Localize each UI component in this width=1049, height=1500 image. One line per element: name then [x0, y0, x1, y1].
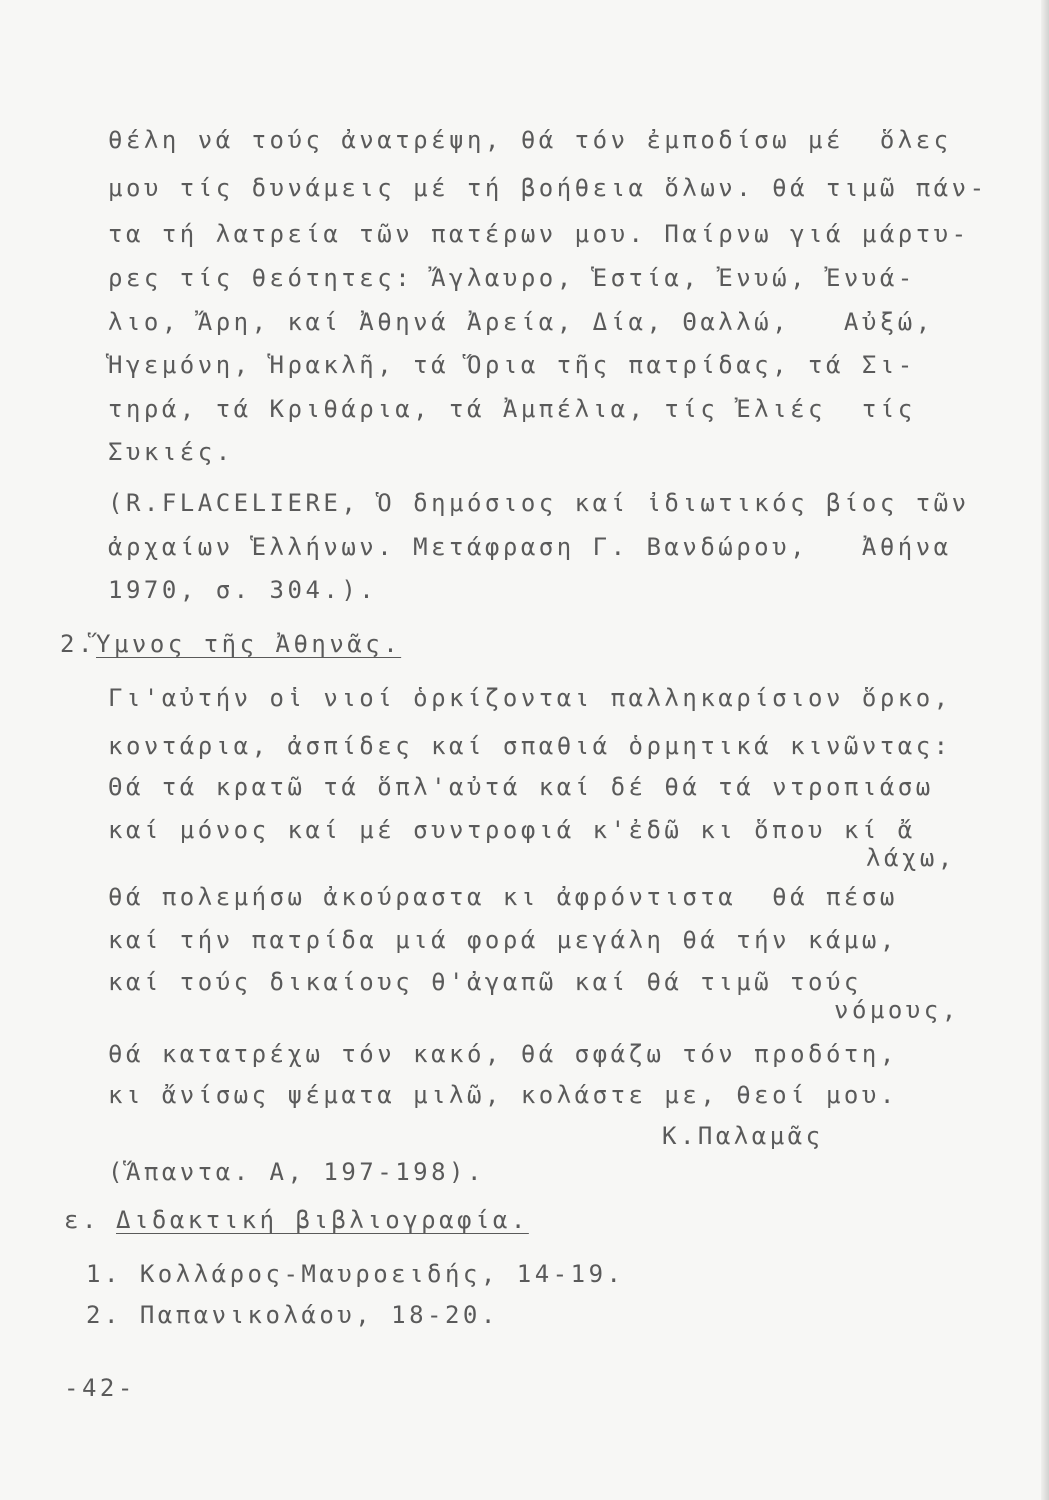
oath-line-6: Ἡγεμόνη, Ἡρακλῆ, τά Ὅρια τῆς πατρίδας, τά Σι- — [108, 351, 916, 379]
page-number: -42- — [64, 1374, 136, 1402]
poem-line-7: καί τούς δικαίους θ'ἀγαπῶ καί θά τιμῶ τούς — [108, 968, 862, 996]
oath-line-1: θέλη νά τούς ἀνατρέψη, θά τόν ἐμποδίσω μέ ὅλες — [108, 126, 952, 154]
oath-line-8: Συκιές. — [108, 438, 234, 466]
poem-line-6: καί τήν πατρίδα μιά φορά μεγάλη θά τήν κάμω, — [108, 926, 898, 954]
oath-line-2: μου τίς δυνάμεις μέ τή βοήθεια ὅλων. θά τιμῶ πάν- — [108, 174, 988, 202]
citation-line-3: 1970, σ. 304.). — [108, 576, 378, 604]
citation-line-2: ἀρχαίων Ἑλλήνων. Μετάφραση Γ. Βανδώρου, Ἀθήνα — [108, 533, 952, 561]
poem-line-4: καί μόνος καί μέ συντροφιά κ'ἐδῶ κι ὅπου κί ἄ — [108, 816, 916, 844]
poem-line-8: θά κατατρέχω τόν κακό, θά σφάζω τόν προδότη, — [108, 1040, 898, 1068]
section-e-label: ε. — [64, 1206, 100, 1234]
poem-line-3: Θά τά κρατῶ τά ὅπλ'αὐτά καί δέ θά τά ντροπιάσω — [108, 773, 934, 801]
oath-line-5: λιο, Ἄρη, καί Ἀθηνά Ἀρεία, Δία, Θαλλώ, Αὐξώ, — [108, 308, 934, 336]
oath-line-4: ρες τίς θεότητες: Ἄγλαυρο, Ἑστία, Ἐνυώ, Ἐνυά- — [108, 264, 916, 292]
section-2-number: 2. — [60, 630, 96, 658]
poem-line-7-runover: νόμους, — [834, 996, 960, 1024]
bibliography-item-1: 1. Κολλάρος-Μαυροειδής, 14-19. — [86, 1260, 625, 1288]
oath-line-3: τα τή λατρεία τῶν πατέρων μου. Παίρνω γιά μάρτυ- — [108, 220, 970, 248]
bibliography-item-2: 2. Παπανικολάου, 18-20. — [86, 1301, 499, 1329]
poem-line-5: θά πολεμήσω ἀκούραστα κι ἀφρόντιστα θά πέσω — [108, 883, 898, 911]
poem-line-2: κοντάρια, ἀσπίδες καί σπαθιά ὁρμητικά κινῶντας: — [108, 732, 952, 760]
citation-line-1: (R.FLACELIERE, Ὁ δημόσιος καί ἰδιωτικός βίος τῶν — [108, 489, 970, 517]
poem-line-4-runover: λάχω, — [866, 844, 956, 872]
poem-source: (Ἅπαντα. Α, 197-198). — [108, 1158, 485, 1186]
oath-line-7: τηρά, τά Κριθάρια, τά Ἀμπέλια, τίς Ἐλιές τίς — [108, 395, 916, 423]
page-edge-shadow — [1041, 0, 1049, 1500]
poem-line-1: Γι'αὐτήν οἱ νιοί ὁρκίζονται παλληκαρίσιον ὅρκο, — [108, 684, 952, 712]
poem-line-9: κι ἄνίσως ψέματα μιλῶ, κολάστε με, θεοί μου. — [108, 1081, 898, 1109]
poem-author: Κ.Παλαμᾶς — [662, 1122, 824, 1150]
section-2-title: Ὕμνος τῆς Ἀθηνᾶς. — [96, 630, 402, 658]
section-e-title: Διδακτική βιβλιογραφία. — [116, 1206, 529, 1234]
